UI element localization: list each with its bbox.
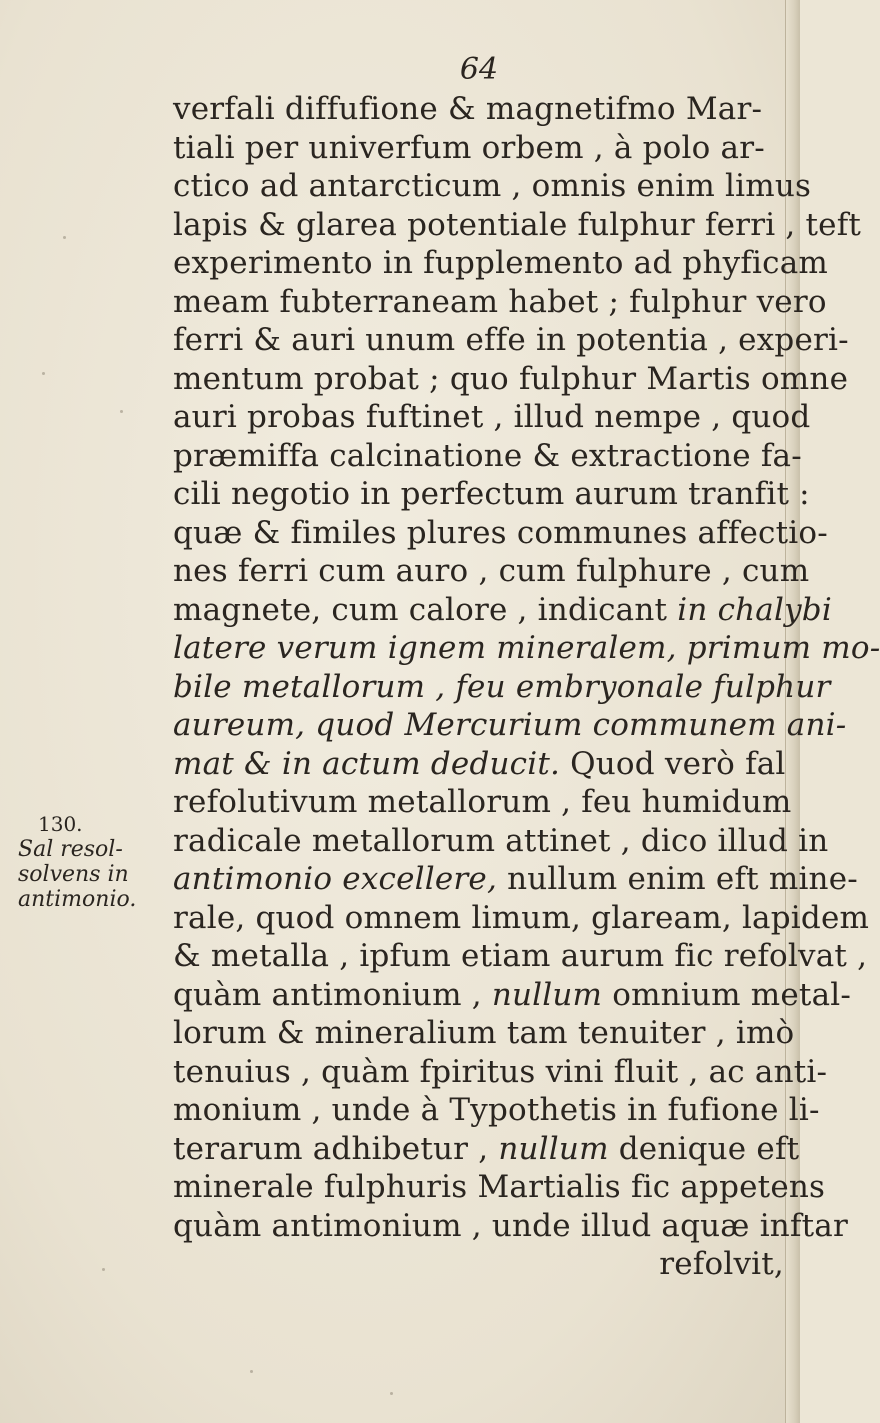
text-run: ferri & auri unum effe in potentia , experi- <box>173 322 849 358</box>
marginal-note-line: antimonio. <box>18 887 137 912</box>
text-run: tiali per univerfum orbem , à polo ar- <box>173 129 765 166</box>
text-line <box>173 629 880 668</box>
text-run: tenuius , quàm fpiritus vini fluit , ac anti- <box>173 1053 828 1090</box>
text-line <box>173 745 788 784</box>
text-line <box>173 283 827 322</box>
text-run: magnete, cum calore , indicant <box>173 591 678 628</box>
text-line <box>173 668 831 707</box>
text-line <box>173 899 870 938</box>
text-line <box>173 244 828 283</box>
body-text <box>173 90 880 1284</box>
text-run: auri probas fuftinet , illud nempe , quod <box>173 399 811 435</box>
text-run: refolutivum metallorum , feu humidum <box>173 784 792 820</box>
text-run: verfali diffufione & magnetifmo Mar- <box>173 91 763 127</box>
text-run: quæ & fimiles plures communes affectio- <box>173 514 828 551</box>
italic-text-run: latere verum ignem mineralem, primum mo- <box>173 630 880 666</box>
text-run: Quod verò fal <box>560 745 786 782</box>
text-line <box>173 860 858 899</box>
text-line <box>173 1168 826 1207</box>
italic-text-run: antimonio excellere, <box>173 861 498 897</box>
text-line <box>173 552 810 591</box>
italic-text-run: nullum <box>491 976 603 1013</box>
text-run: & metalla , ipfum etiam aurum fic refolvat , <box>173 938 868 974</box>
italic-text-run: in chalybi <box>677 591 832 628</box>
text-run: lorum & mineralium tam tenuiter , imò <box>173 1015 795 1051</box>
text-line <box>173 591 832 630</box>
text-run: cili negotio in perfectum aurum tranfit : <box>173 476 810 512</box>
text-line <box>173 706 847 745</box>
text-run: minerale fulphuris Martialis fic appetens <box>173 1169 826 1205</box>
text-run: quàm antimonium , unde illud aquæ inftar <box>173 1207 848 1244</box>
page-number: 64 <box>459 52 499 87</box>
text-run: mentum probat ; quo fulphur Martis omne <box>173 360 849 397</box>
text-line <box>173 321 849 360</box>
text-run: denique eft <box>608 1130 800 1167</box>
text-line <box>173 398 811 437</box>
text-line <box>173 1053 828 1092</box>
text-run: refolvit, <box>659 1246 784 1282</box>
text-run: experimento in fupplemento ad phyficam <box>173 245 828 281</box>
marginal-note-line: Sal resol- <box>18 837 123 862</box>
text-run: radicale metallorum attinet , dico illud in <box>173 822 829 859</box>
italic-text-run: aureum, quod Mercurium communem ani- <box>173 707 847 743</box>
italic-text-run: bile metallorum , feu embryonale fulphur <box>173 668 831 705</box>
text-run: monium , unde à Typothetis in fufione li- <box>173 1092 820 1128</box>
text-line <box>173 360 849 399</box>
marginal-note-number: 130. <box>38 812 83 836</box>
text-run: nullum enim eft mine- <box>497 861 858 897</box>
marginal-note <box>18 812 178 912</box>
text-run: terarum adhibetur , <box>173 1130 499 1167</box>
text-line <box>173 1014 795 1053</box>
text-run: ctico ad antarcticum , omnis enim limus <box>173 168 812 204</box>
marginal-note-line: solvens in <box>18 862 129 887</box>
text-line <box>173 937 868 976</box>
text-run: omnium metal- <box>602 976 852 1013</box>
text-run: lapis & glarea potentiale fulphur ferri , teft <box>173 206 862 243</box>
text-line <box>173 167 812 206</box>
text-run: quàm antimonium , <box>173 976 492 1013</box>
text-line <box>173 1245 788 1284</box>
text-line <box>173 783 792 822</box>
text-line <box>173 976 852 1015</box>
text-line <box>173 90 788 129</box>
text-line <box>173 514 828 553</box>
text-line <box>173 1207 848 1246</box>
text-run: rale, quod omnem limum, glaream, lapidem <box>173 899 870 936</box>
text-run: meam fubterraneam habet ; fulphur vero <box>173 283 827 320</box>
text-line <box>173 206 862 245</box>
text-line <box>173 822 829 861</box>
italic-text-run: nullum <box>498 1130 609 1167</box>
text-line <box>173 1130 800 1169</box>
text-line <box>173 129 788 168</box>
text-line <box>173 475 810 514</box>
text-run: præmiffa calcinatione & extractione fa- <box>173 437 802 474</box>
text-line <box>173 1091 820 1130</box>
text-line <box>173 437 802 476</box>
text-run: nes ferri cum auro , cum fulphure , cum <box>173 553 810 589</box>
italic-text-run: mat & in actum deducit. <box>173 745 561 782</box>
